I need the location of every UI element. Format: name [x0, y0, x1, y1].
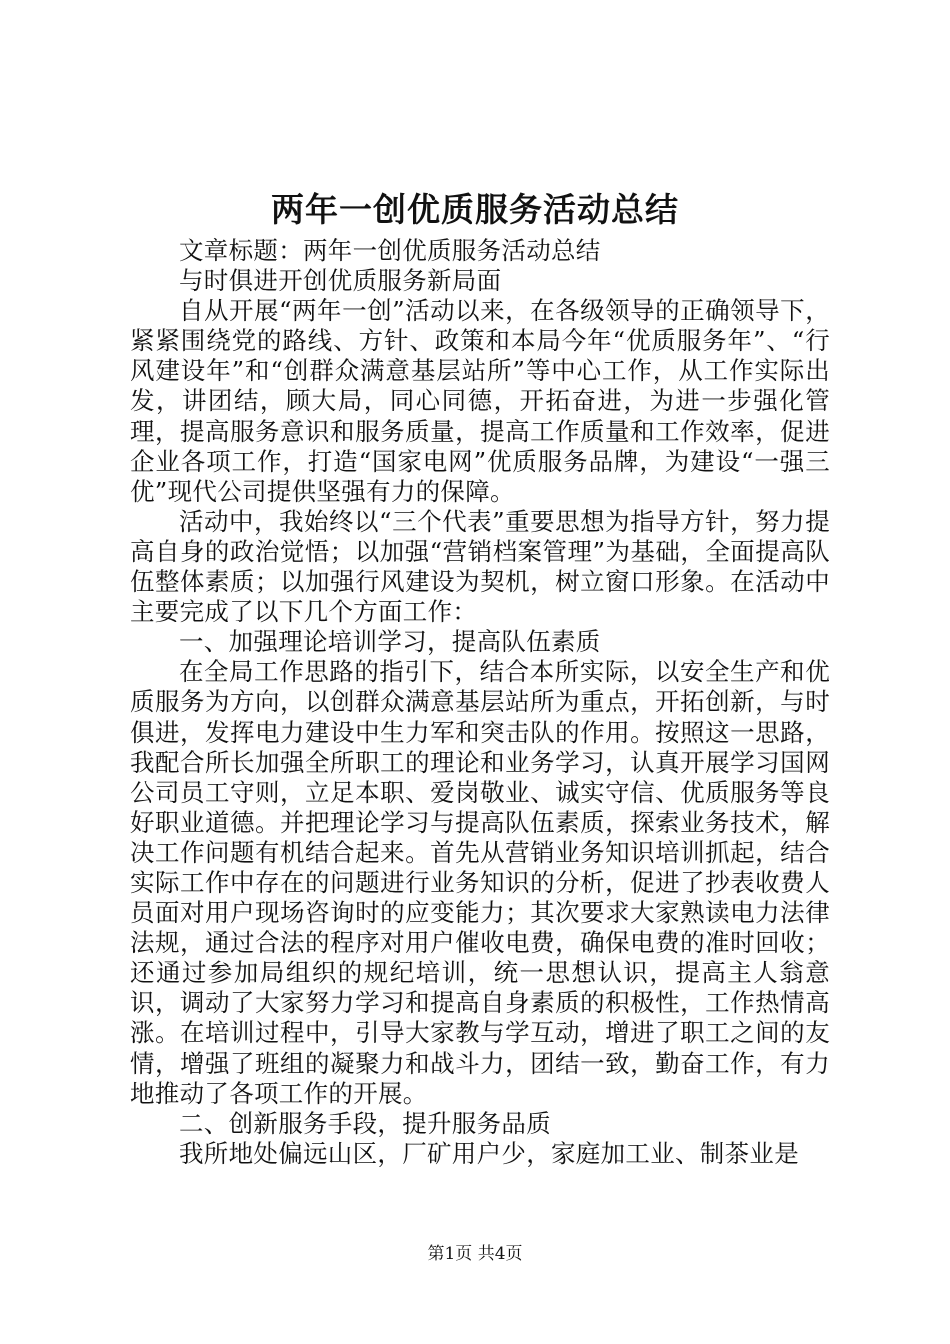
- paragraph-intro: 自从开展“两年一创”活动以来，在各级领导的正确领导下，紧紧围绕党的路线、方针、政策和本局今年“优质服务年”、“行风建设年”和“创群众满意基层站所”等中心工作，从工作实际出发，讲团结，顾大局，同心同德，开拓奋进，为进一步强化管理，提高服务意识和服务质量，提高工作质量和工作效率，促进企业各项工作，打造“国家电网”优质服务品牌，为建设“一强三优”现代公司提供坚强有力的保障。: [130, 296, 830, 506]
- section-heading-1: 一、加强理论培训学习，提高队伍素质: [179, 627, 601, 657]
- paragraph-activity: 活动中，我始终以“三个代表”重要思想为指导方针，努力提高自身的政治觉悟；以加强“营销档案管理”为基础，全面提高队伍整体素质；以加强行风建设为契机，树立窗口形象。在活动中主要完成了以下几个方面工作：: [130, 506, 830, 627]
- paragraph-section-2: 我所地处偏远山区，厂矿用户少，家庭加工业、制茶业是: [179, 1138, 799, 1168]
- section-heading-2: 二、创新服务手段，提升服务品质: [179, 1108, 551, 1138]
- paragraph-article-title: 文章标题：两年一创优质服务活动总结: [179, 236, 601, 265]
- paragraph-subtitle: 与时俱进开创优质服务新局面: [179, 266, 502, 296]
- document-title: 两年一创优质服务活动总结: [271, 190, 679, 229]
- page-footer: 第1页 共4页: [427, 1244, 523, 1264]
- document-body: [130, 236, 830, 1169]
- paragraph-section-1: 在全局工作思路的指引下，结合本所实际，以安全生产和优质服务为方向，以创群众满意基层站所为重点，开拓创新，与时俱进，发挥电力建设中生力军和突击队的作用。按照这一思路，我配合所长加强全所职工的理论和业务学习，认真开展学习国网公司员工守则，立足本职、爱岗敬业、诚实守信、优质服务等良好职业道德。并把理论学习与提高队伍素质，探索业务技术，解决工作问题有机结合起来。首先从营销业务知识培训抓起，结合实际工作中存在的问题进行业务知识的分析，促进了抄表收费人员面对用户现场咨询时的应变能力；其次要求大家熟读电力法律法规，通过合法的程序对用户催收电费，确保电费的准时回收；还通过参加局组织的规纪培训，统一思想认识，提高主人翁意识，调动了大家努力学习和提高自身素质的积极性，工作热情高涨。在培训过程中，引导大家教与学互动，增进了职工之间的友情，增强了班组的凝聚力和战斗力，团结一致，勤奋工作，有力地推动了各项工作的开展。: [130, 657, 830, 1108]
